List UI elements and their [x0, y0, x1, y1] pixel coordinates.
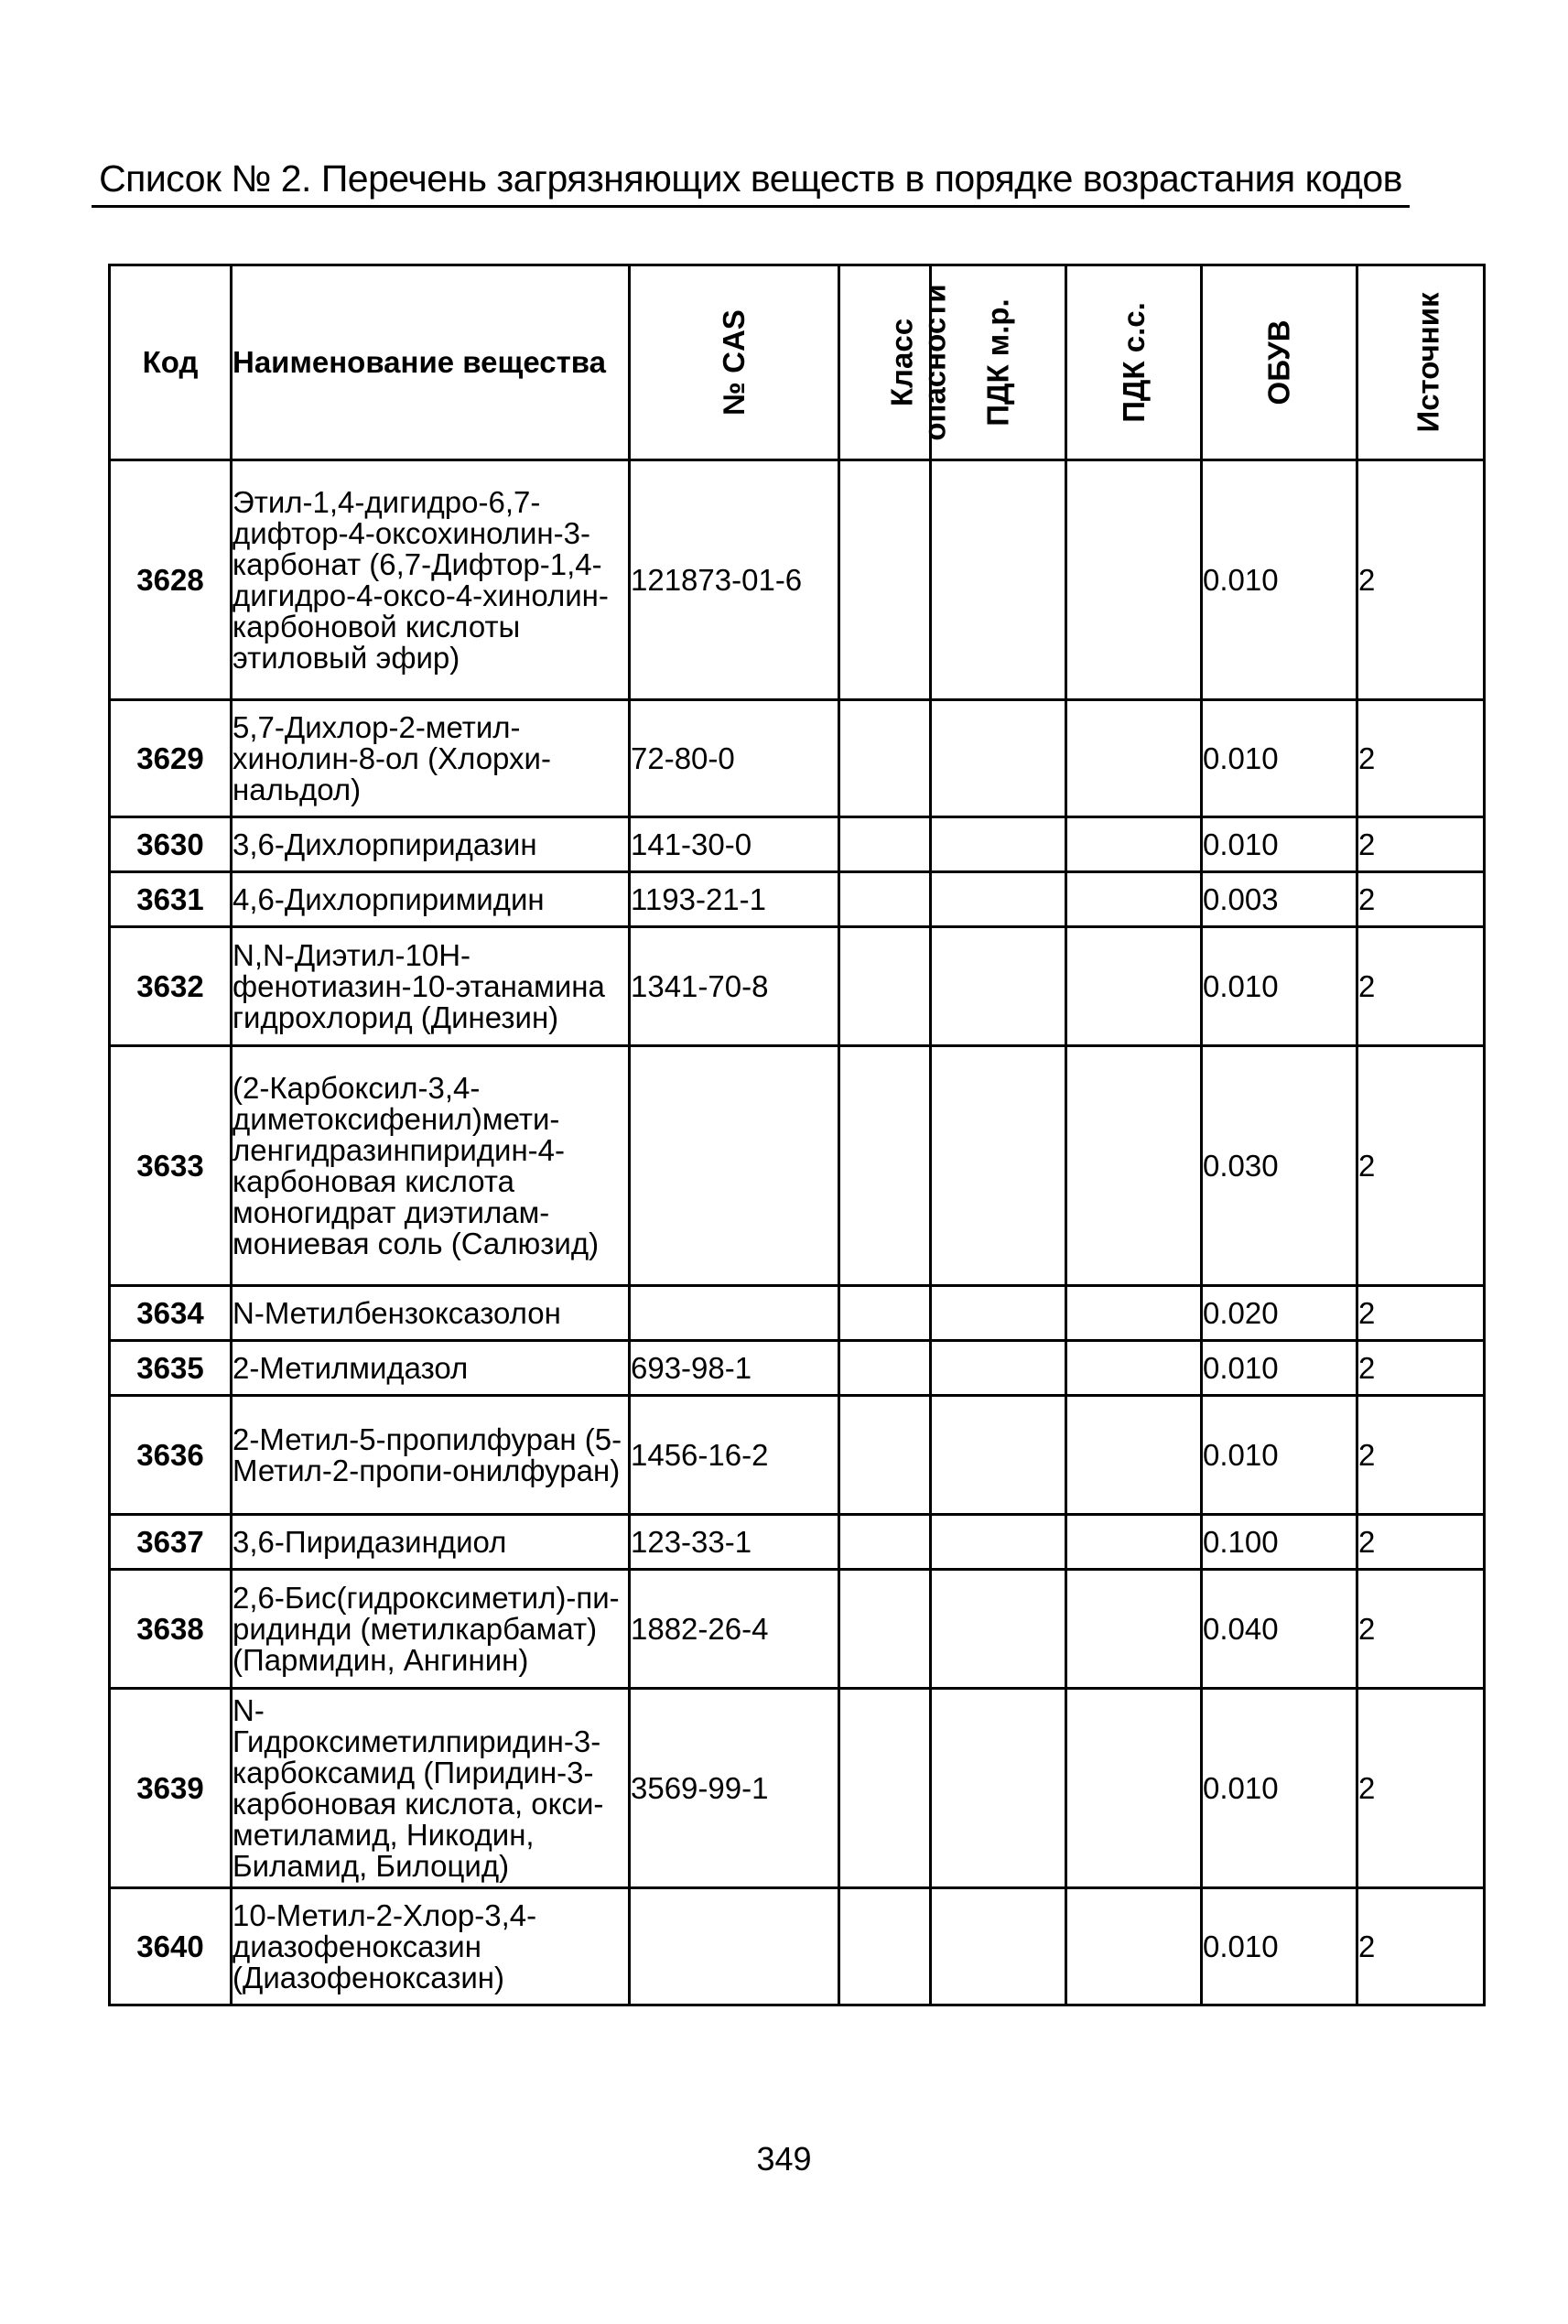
cell-pdk-ss	[1066, 1341, 1202, 1396]
cell-name: N-Гидроксиметилпиридин-3-карбоксамид (Пиридин-3-карбоновая кислота, окси-метиламид, Никодин, Биламид, Билоцид)	[232, 1689, 630, 1888]
table-row	[110, 1341, 1485, 1396]
cell-obuv: 0.010	[1202, 460, 1357, 700]
cell-source: 2	[1357, 1888, 1485, 2005]
cell-pdk-ss	[1066, 1396, 1202, 1515]
cell-source: 2	[1357, 1515, 1485, 1570]
cell-cas: 3569-99-1	[630, 1689, 839, 1888]
table-row	[110, 1286, 1485, 1341]
cell-hazard	[839, 1286, 931, 1341]
cell-pdk-ss	[1066, 1570, 1202, 1689]
cell-code: 3637	[110, 1515, 232, 1570]
table-row	[110, 1570, 1485, 1689]
cell-name: (2-Карбоксил-3,4-диметоксифенил)мети-ленгидразинпиридин-4-карбоновая кислота моногидрат диэтилам-мониевая соль (Салюзид)	[232, 1046, 630, 1286]
cell-cas	[630, 1046, 839, 1286]
header-rule	[92, 205, 1410, 208]
cell-code: 3638	[110, 1570, 232, 1689]
cell-name: 3,6-Дихлорпиридазин	[232, 817, 630, 872]
table-row	[110, 817, 1485, 872]
cell-name: 4,6-Дихлорпиримидин	[232, 872, 630, 927]
cell-pdk-ss	[1066, 700, 1202, 817]
column-header-source	[1357, 265, 1485, 460]
table-row	[110, 1689, 1485, 1888]
table-row	[110, 1046, 1485, 1286]
column-header-code: Код	[110, 265, 232, 460]
cell-pdk-ss	[1066, 817, 1202, 872]
table-row	[110, 1888, 1485, 2005]
cell-obuv: 0.030	[1202, 1046, 1357, 1286]
cell-pdk-mr	[931, 1396, 1066, 1515]
cell-code: 3629	[110, 700, 232, 817]
cell-source: 2	[1357, 872, 1485, 927]
cell-obuv: 0.010	[1202, 817, 1357, 872]
column-header-pdk-mr-label: ПДК м.р.	[980, 298, 1015, 427]
cell-pdk-ss	[1066, 1046, 1202, 1286]
table-row	[110, 460, 1485, 700]
table-row	[110, 1515, 1485, 1570]
cell-cas	[630, 1888, 839, 2005]
substances-table	[108, 264, 1486, 2006]
cell-obuv: 0.010	[1202, 1341, 1357, 1396]
table-row	[110, 927, 1485, 1046]
cell-cas: 72-80-0	[630, 700, 839, 817]
table-row	[110, 872, 1485, 927]
cell-cas: 693-98-1	[630, 1341, 839, 1396]
column-header-cas-label: № CAS	[716, 309, 751, 416]
cell-pdk-mr	[931, 1570, 1066, 1689]
cell-hazard	[839, 700, 931, 817]
cell-pdk-ss	[1066, 1888, 1202, 2005]
cell-source: 2	[1357, 1286, 1485, 1341]
cell-obuv: 0.020	[1202, 1286, 1357, 1341]
cell-pdk-mr	[931, 460, 1066, 700]
cell-cas: 1193-21-1	[630, 872, 839, 927]
cell-code: 3636	[110, 1396, 232, 1515]
cell-pdk-ss	[1066, 872, 1202, 927]
cell-pdk-mr	[931, 1689, 1066, 1888]
cell-source: 2	[1357, 1396, 1485, 1515]
cell-code: 3628	[110, 460, 232, 700]
cell-name: N,N-Диэтил-10H-фенотиазин-10-этанамина гидрохлорид (Динезин)	[232, 927, 630, 1046]
table-header-row	[110, 265, 1485, 460]
cell-cas: 141-30-0	[630, 817, 839, 872]
cell-code: 3639	[110, 1689, 232, 1888]
cell-hazard	[839, 872, 931, 927]
cell-name: N-Метилбензоксазолон	[232, 1286, 630, 1341]
cell-name: Этил-1,4-дигидро-6,7-дифтор-4-оксохинолин-3-карбонат (6,7-Дифтор-1,4-дигидро-4-оксо-4-хинолин-карбоновой кислоты этиловый эфир)	[232, 460, 630, 700]
cell-hazard	[839, 1046, 931, 1286]
column-header-obuv-label: ОБУВ	[1261, 319, 1296, 405]
cell-pdk-mr	[931, 872, 1066, 927]
cell-source: 2	[1357, 1341, 1485, 1396]
column-header-cas	[630, 265, 839, 460]
table-row	[110, 1396, 1485, 1515]
column-header-hazard-class	[839, 265, 952, 460]
cell-hazard	[839, 1888, 931, 2005]
cell-obuv: 0.040	[1202, 1570, 1357, 1689]
cell-obuv: 0.010	[1202, 927, 1357, 1046]
cell-code: 3632	[110, 927, 232, 1046]
cell-name: 2-Метил-5-пропилфуран (5-Метил-2-пропи-онилфуран)	[232, 1396, 630, 1515]
cell-obuv: 0.010	[1202, 1396, 1357, 1515]
column-header-pdk-ss	[1066, 265, 1202, 460]
cell-name: 2-Метилмидазол	[232, 1341, 630, 1396]
cell-hazard	[839, 1341, 931, 1396]
cell-cas: 1456-16-2	[630, 1396, 839, 1515]
cell-source: 2	[1357, 817, 1485, 872]
cell-obuv: 0.010	[1202, 1689, 1357, 1888]
cell-source: 2	[1357, 1570, 1485, 1689]
cell-source: 2	[1357, 700, 1485, 817]
hazard-label-line2: опасности	[917, 284, 952, 441]
cell-name: 10-Метил-2-Хлор-3,4-диазофеноксазин (Диазофеноксазин)	[232, 1888, 630, 2005]
cell-source: 2	[1357, 927, 1485, 1046]
cell-pdk-mr	[931, 927, 1066, 1046]
cell-source: 2	[1357, 1046, 1485, 1286]
cell-code: 3631	[110, 872, 232, 927]
cell-pdk-ss	[1066, 927, 1202, 1046]
cell-pdk-ss	[1066, 1286, 1202, 1341]
table-row	[110, 700, 1485, 817]
cell-pdk-ss	[1066, 1515, 1202, 1570]
cell-code: 3635	[110, 1341, 232, 1396]
hazard-label-line1: Класс	[884, 318, 919, 407]
cell-hazard	[839, 927, 931, 1046]
cell-code: 3640	[110, 1888, 232, 2005]
cell-cas	[630, 1286, 839, 1341]
cell-obuv: 0.100	[1202, 1515, 1357, 1570]
cell-code: 3633	[110, 1046, 232, 1286]
cell-pdk-mr	[931, 1888, 1066, 2005]
column-header-obuv	[1202, 265, 1357, 460]
cell-pdk-mr	[931, 700, 1066, 817]
cell-cas: 1882-26-4	[630, 1570, 839, 1689]
cell-obuv: 0.003	[1202, 872, 1357, 927]
cell-hazard	[839, 1515, 931, 1570]
cell-hazard	[839, 817, 931, 872]
column-header-name: Наименование вещества	[232, 265, 630, 460]
column-header-pdk-mr	[931, 265, 1066, 460]
cell-name: 3,6-Пиридазиндиол	[232, 1515, 630, 1570]
cell-pdk-mr	[931, 1046, 1066, 1286]
cell-hazard	[839, 1396, 931, 1515]
cell-pdk-mr	[931, 1286, 1066, 1341]
cell-obuv: 0.010	[1202, 700, 1357, 817]
cell-cas: 123-33-1	[630, 1515, 839, 1570]
cell-source: 2	[1357, 460, 1485, 700]
cell-pdk-mr	[931, 817, 1066, 872]
cell-name: 5,7-Дихлор-2-метил-хинолин-8-ол (Хлорхи-нальдол)	[232, 700, 630, 817]
cell-pdk-ss	[1066, 460, 1202, 700]
page-number: 349	[756, 2140, 812, 2178]
column-header-pdk-ss-label: ПДК с.с.	[1116, 302, 1151, 423]
cell-code: 3630	[110, 817, 232, 872]
cell-name: 2,6-Бис(гидроксиметил)-пи-ридинди (метилкарбамат) (Пармидин, Ангинин)	[232, 1570, 630, 1689]
cell-hazard	[839, 1570, 931, 1689]
cell-pdk-mr	[931, 1341, 1066, 1396]
column-header-source-label: Источник	[1411, 292, 1445, 433]
page-header-title: Список № 2. Перечень загрязняющих веществ в порядке возрастания кодов	[99, 157, 1402, 200]
cell-obuv: 0.010	[1202, 1888, 1357, 2005]
cell-hazard	[839, 460, 931, 700]
cell-hazard	[839, 1689, 931, 1888]
cell-cas: 1341-70-8	[630, 927, 839, 1046]
cell-cas: 121873-01-6	[630, 460, 839, 700]
cell-pdk-mr	[931, 1515, 1066, 1570]
cell-source: 2	[1357, 1689, 1485, 1888]
cell-pdk-ss	[1066, 1689, 1202, 1888]
cell-code: 3634	[110, 1286, 232, 1341]
